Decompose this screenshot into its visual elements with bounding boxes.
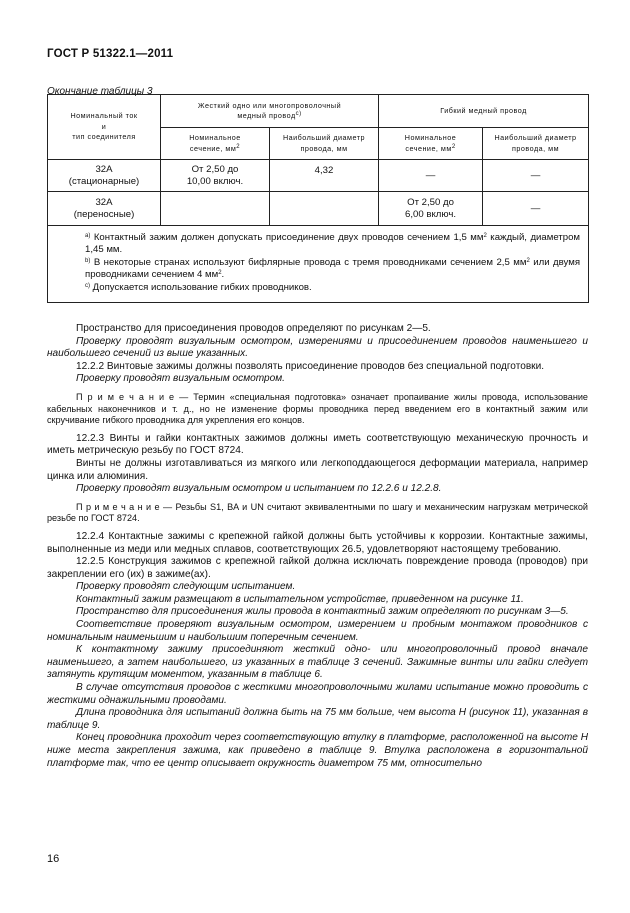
col-header-rigid-nominal: Номинальное сечение, $мм^2$ xyxy=(161,128,270,160)
table-row xyxy=(48,192,589,226)
table-footnotes xyxy=(48,226,589,303)
paragraph: Проверку проводят визуальным осмотром, измерениями и присоединением проводов наименьшего и наибольшего сечений из выше указанных. xyxy=(47,335,588,360)
paragraph: Длина проводника для испытаний должна быть на 75 мм больше, чем высота H (рисунок 11), указанная в таблице 9. xyxy=(47,707,588,731)
paragraph: Проверку проводят визуальным осмотром. xyxy=(76,373,285,385)
cell-flex-diameter: — xyxy=(483,192,589,226)
cell-rigid-section xyxy=(161,192,270,226)
cell-flex-section: От 2,50 до 6,00 включ. xyxy=(379,192,483,226)
col-group-flexible: Гибкий медный провод xyxy=(379,95,589,128)
paragraph: 12.2.4 Контактные зажимы с крепежной гайкой должны быть устойчивы к коррозии. Контактные зажимы, выполненные из меди или медных сплавов, соответствующих 26.5, удовлетворяют настоящему требованию. xyxy=(47,530,588,555)
paragraph: Конец проводника проходит через соответствующую втулку в платформе, расположенной на высоте H ниже места закрепления зажима, как приведено в таблице 9. Втулка расположена в горизонтальной платформе так, что ее центр описывает окружность диаметром 75 мм, относительно xyxy=(47,732,588,769)
paragraph: Проверку проводят визуальным осмотром и испытанием по 12.2.6 и 12.2.8. xyxy=(76,483,442,495)
paragraph: 12.2.3 Винты и гайки контактных зажимов должны иметь соответствующую механическую прочность и иметь метрическую резьбу по ГОСТ 8724. xyxy=(47,432,588,457)
cell-type: 32А (стационарные) xyxy=(48,160,161,192)
table-caption: Окончание таблицы 3 xyxy=(47,86,153,97)
paragraph: 12.2.2 Винтовые зажимы должны позволять присоединение проводов без специальной подготовки. xyxy=(76,360,545,372)
cell-rigid-diameter: 4,32 xyxy=(270,160,379,192)
body-text xyxy=(47,323,588,770)
footnote-a: $^{а)}$ Контактный зажим должен допускать присоединение двух проводов сечением 1,5 $мм^2$ каждый, диаметром 1,45 мм. xyxy=(85,232,581,256)
table-row xyxy=(48,160,589,192)
paragraph: Соответствие проверяют визуальным осмотром, измерением и пробным монтажом проводников с номинальным наименьшим и наибольшим поперечным сечением. xyxy=(47,619,588,643)
note-paragraph: П р и м е ч а н и е — Резьбы S1, BA и UN считают эквивалентными по шагу и механическим нагрузкам метрической резьбе по ГОСТ 8724. xyxy=(47,501,588,524)
paragraph: Винты не должны изготавливаться из мягкого или легкоподдающегося деформации материала, например цинка или алюминия. xyxy=(47,457,588,482)
paragraph: Пространство для присоединения жилы провода в контактный зажим определяют по рисункам 3—5. xyxy=(76,606,569,618)
paragraph: Пространство для присоединения проводов определяют по рисункам 2—5. xyxy=(76,323,431,334)
note-paragraph: П р и м е ч а н и е — Термин «специальная подготовка» означает пропаивание жилы провода, использование кабельных наконечников и т. д., но не изменение формы проводника перед введением его в контактный зажим или скручивание гибкого проводника для укрепления его концов. xyxy=(47,391,588,426)
col-group-rigid: Жесткий одно или многопроволочный медный провод$^{c)}$ xyxy=(161,95,379,128)
paragraph: К контактному зажиму присоединяют жесткий одно- или многопроволочный провод вначале наименьшего, а затем наибольшего, из указанных в таблице 3 сечений. Зажимные винты или гайки следует затянуть крутящим моментом, указанным в таблице 6. xyxy=(47,644,588,681)
footnote-c: $^{c)}$ Допускается использование гибких проводников. xyxy=(85,281,312,293)
col-header-flex-maxdiam: Наибольший диаметр провода, мм xyxy=(483,128,589,160)
page-number: 16 xyxy=(47,853,60,865)
cell-rigid-diameter xyxy=(270,192,379,226)
col-header-current-type: Номинальный ток и тип соединителя xyxy=(48,95,161,160)
cell-rigid-section: От 2,50 до 10,00 включ. xyxy=(161,160,270,192)
paragraph: Контактный зажим размещают в испытательном устройстве, приведенном на рисунке 11. xyxy=(76,593,524,605)
paragraph: Проверку проводят следующим испытанием. xyxy=(76,581,296,593)
paragraph: В случае отсутствия проводов с жесткими многопроволочными жилами испытание можно проводить с жесткими однажильными проводами. xyxy=(47,682,588,706)
col-header-rigid-maxdiam: Наибольший диаметр провода, мм xyxy=(270,128,379,160)
cell-flex-diameter: — xyxy=(483,160,589,192)
document-header: ГОСТ Р 51322.1—2011 xyxy=(47,48,174,60)
cell-flex-section: — xyxy=(379,160,483,192)
cell-type: 32А (переносные) xyxy=(48,192,161,226)
conductor-table xyxy=(47,94,589,303)
col-header-flex-nominal: Номинальное сечение, $мм^2$ xyxy=(379,128,483,160)
paragraph: 12.2.5 Конструкция зажимов с крепежной гайкой должна исключать повреждение провода (проводов) при закреплении его (их) в зажиме(ах). xyxy=(47,556,588,580)
footnote-b: $^{b)}$ В некоторые странах используют бифлярные провода с тремя проводниками сечением 2,5 $мм^2$ или двумя проводниками сечением 4 $мм^2$. xyxy=(85,256,581,281)
